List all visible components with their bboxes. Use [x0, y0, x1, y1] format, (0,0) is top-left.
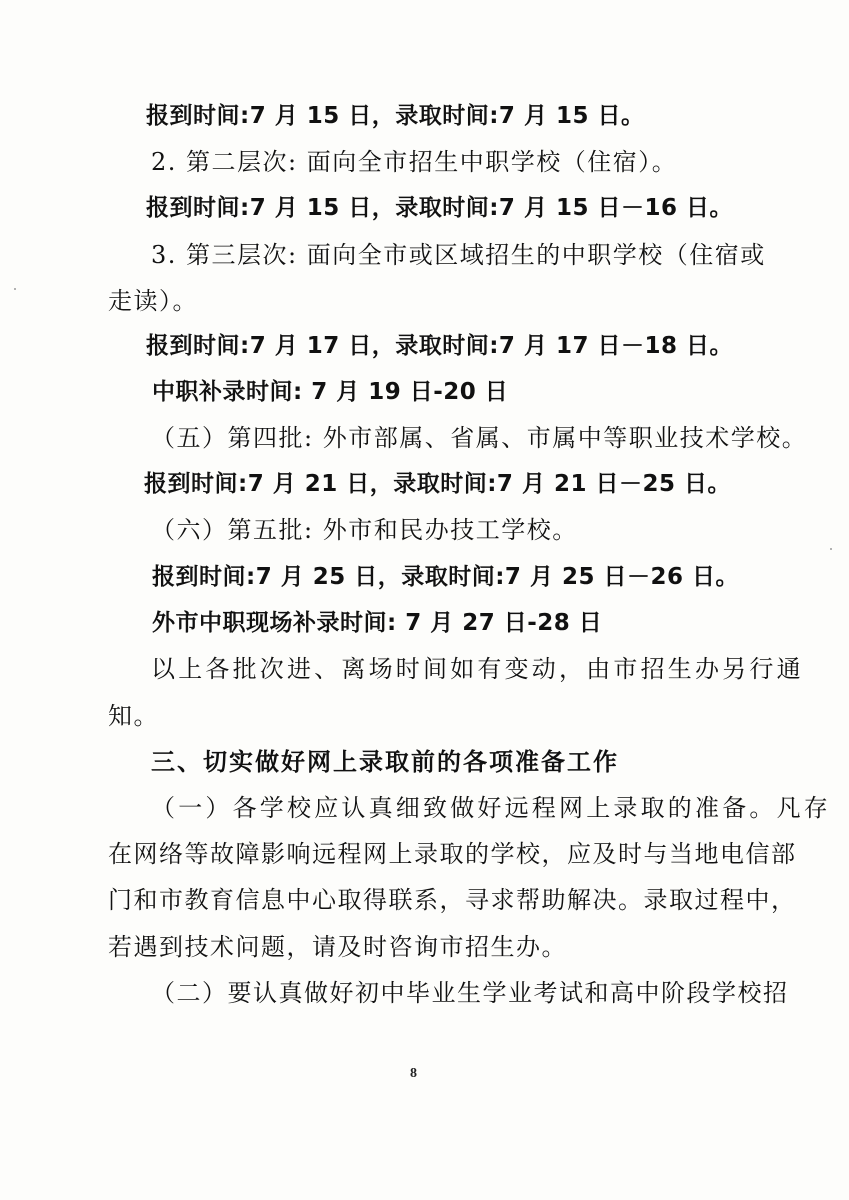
- report-time-batch4: 报到时间:7 月 21 日，录取时间:7 月 21 日－25 日。: [144, 471, 731, 497]
- batch-five-item: （六）第五批: 外市和民办技工学校。: [151, 516, 578, 544]
- report-time-batch5: 报到时间:7 月 25 日，录取时间:7 月 25 日－26 日。: [152, 564, 739, 590]
- level-three-item-continued: 走读）。: [108, 287, 198, 315]
- report-time-level1: 报到时间:7 月 15 日，录取时间:7 月 15 日。: [146, 103, 645, 129]
- scan-speck: [14, 288, 16, 290]
- vocational-supplement-time: 中职补录时间: 7 月 19 日-20 日: [152, 379, 509, 405]
- paragraph-one-line3: 门和市教育信息中心取得联系，寻求帮助解决。录取过程中，: [108, 886, 797, 914]
- notice-paragraph-continued: 知。: [108, 702, 159, 730]
- level-three-item: 3. 第三层次: 面向全市或区域招生的中职学校（住宿或: [151, 241, 766, 269]
- batch-four-item: （五）第四批: 外市部属、省属、市属中等职业技术学校。: [151, 424, 808, 452]
- report-time-level2: 报到时间:7 月 15 日，录取时间:7 月 15 日－16 日。: [146, 195, 733, 221]
- scan-speck: [830, 548, 832, 550]
- notice-paragraph: 以上各批次进、离场时间如有变动，由市招生办另行通: [151, 655, 804, 683]
- level-two-item: 2. 第二层次: 面向全市招生中职学校（住宿）。: [151, 148, 678, 176]
- paragraph-two-line1: （二）要认真做好初中毕业生学业考试和高中阶段学校招: [151, 979, 789, 1007]
- onsite-supplement-time: 外市中职现场补录时间: 7 月 27 日-28 日: [152, 610, 603, 636]
- section-three-heading: 三、切实做好网上录取前的各项准备工作: [151, 748, 619, 776]
- paragraph-one-line2: 在网络等故障影响远程网上录取的学校，应及时与当地电信部: [108, 840, 797, 868]
- page-number: 8: [410, 1066, 417, 1081]
- paragraph-one-line4: 若遇到技术问题，请及时咨询市招生办。: [108, 933, 567, 961]
- report-time-level3: 报到时间:7 月 17 日，录取时间:7 月 17 日－18 日。: [146, 333, 733, 359]
- paragraph-one-line1: （一）各学校应认真细致做好远程网上录取的准备。凡存: [151, 794, 831, 822]
